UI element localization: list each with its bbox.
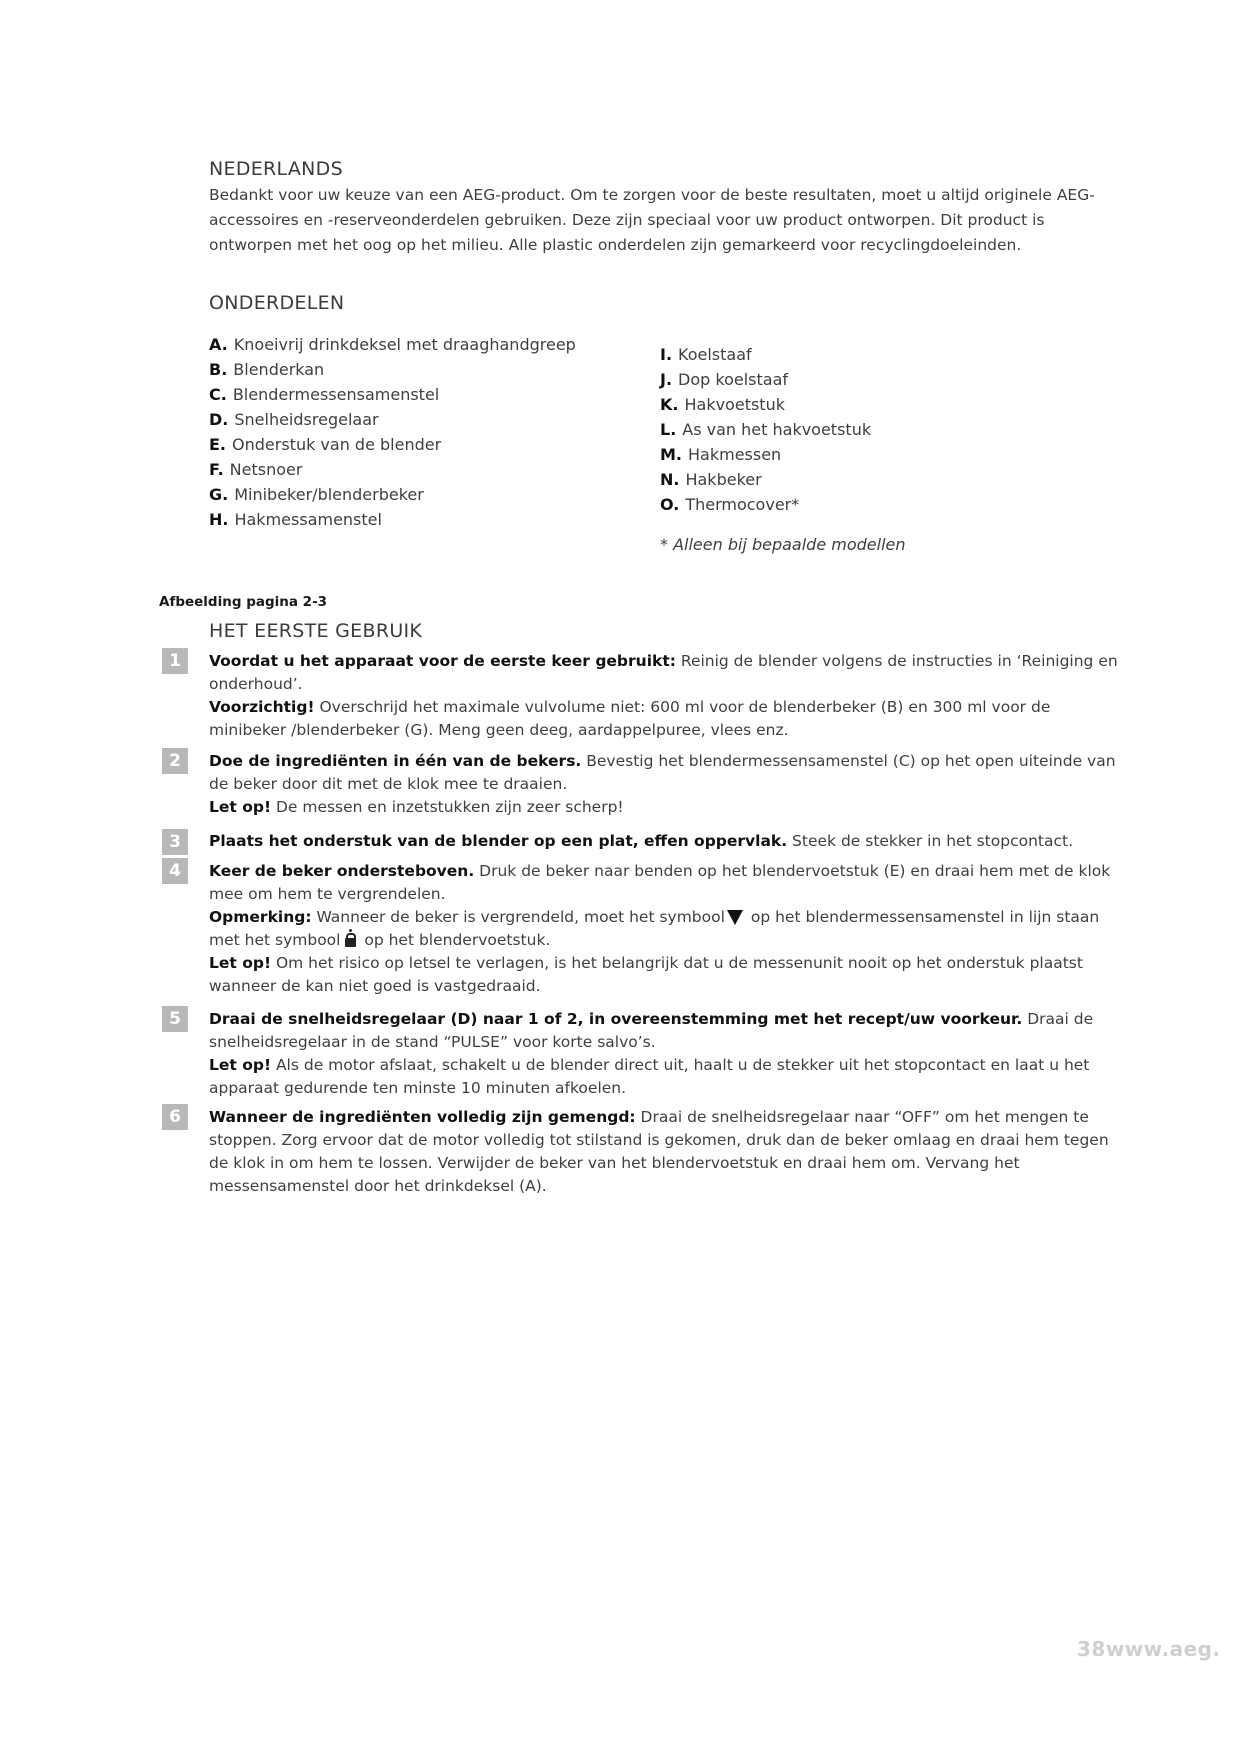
list-item: L. As van het hakvoetstuk — [660, 420, 872, 439]
list-item: G. Minibeker/blenderbeker — [209, 485, 424, 504]
list-item: D. Snelheidsregelaar — [209, 410, 379, 429]
list-item: J. Dop koelstaaf — [660, 370, 789, 389]
step-number-badge: 2 — [162, 748, 188, 774]
step-3-text: Plaats het onderstuk van de blender op een plat, effen oppervlak. Steek de stekker in het stopcontact. — [209, 832, 1073, 850]
step-6-text: Wanneer de ingrediënten volledig zijn gemengd: Draai de snelheidsregelaar naar “OFF” om het mengen te stoppen. Zorg ervoor dat de motor volledig tot stilstand is gekomen, druk dan de beker omlaag en draai hem tegen de klok in om hem te lossen. Verwijder de beker van het blendervoetstuk en draai hem om. Vervang het messensamenstel door het drinkdeksel (A). — [209, 1108, 1109, 1195]
step-1-text: Voordat u het apparaat voor de eerste keer gebruikt: Reinig de blender volgens de instructies in ‘Reiniging en onderhoud’. Voorzichtig! Overschrijd het maximale vulvolume niet: 600 ml voor de blenderbeker (B) en 300 ml voor de minibeker /blenderbeker (G). Meng geen deeg, aardappelpuree, vlees enz. — [209, 652, 1118, 739]
step-number-badge: 1 — [162, 648, 188, 674]
parts-list-right — [660, 342, 871, 517]
list-item: C. Blendermessensamenstel — [209, 385, 440, 404]
list-item: I. Koelstaaf — [660, 345, 752, 364]
list-item: F. Netsnoer — [209, 460, 303, 479]
step-5-text: Draai de snelheidsregelaar (D) naar 1 of 2, in overeenstemming met het recept/uw voorkeur. Draai de snelheidsregelaar in de stand “PULSE” voor korte salvo’s. Let op! Als de motor afslaat, schakelt u de blender direct uit, haalt u de stekker uit het stopcontact en laat u het apparaat gedurende ten minste 10 minuten afkoelen. — [209, 1010, 1094, 1097]
section-title-nederlands: NEDERLANDS — [209, 158, 343, 180]
section-title-eerste-gebruik: HET EERSTE GEBRUIK — [209, 620, 423, 642]
step-2-text: Doe de ingrediënten in één van de bekers. Bevestig het blendermessensamenstel (C) op het open uiteinde van de beker door dit met de klok mee te draaien. Let op! De messen en inzetstukken zijn zeer scherp! — [209, 752, 1116, 816]
step-number-badge: 5 — [162, 1006, 188, 1032]
parts-footnote: * Alleen bij bepaalde modellen — [660, 535, 906, 554]
list-item: O. Thermocover* — [660, 495, 800, 514]
triangle-symbol-icon — [727, 910, 743, 925]
list-item: N. Hakbeker — [660, 470, 762, 489]
lock-symbol-icon — [345, 929, 356, 947]
figure-caption: Afbeelding pagina 2-3 — [159, 594, 328, 610]
page-number-watermark: 38www.aeg. — [1077, 1637, 1221, 1661]
list-item: B. Blenderkan — [209, 360, 325, 379]
list-item: H. Hakmessamenstel — [209, 510, 382, 529]
intro-paragraph: Bedankt voor uw keuze van een AEG-product. Om te zorgen voor de beste resultaten, moet u altijd originele AEG-accessoires en -reserveonderdelen gebruiken. Deze zijn speciaal voor uw product ontworpen. Dit product is ontworpen met het oog op het milieu. Alle plastic onderdelen zijn gemarkeerd voor recyclingdoeleinden. — [209, 186, 1095, 254]
list-item: K. Hakvoetstuk — [660, 395, 785, 414]
step-number-badge: 6 — [162, 1104, 188, 1130]
step-number-badge: 3 — [162, 829, 188, 855]
section-title-onderdelen: ONDERDELEN — [209, 292, 345, 314]
list-item: M. Hakmessen — [660, 445, 782, 464]
parts-list-left — [209, 332, 576, 532]
step-number-badge: 4 — [162, 858, 188, 884]
step-4-text: Keer de beker ondersteboven. Druk de beker naar benden op het blendervoetstuk (E) en draai hem met de klok mee om hem te vergrendelen. Opmerking: Wanneer de beker is vergrendeld, moet het symbool op het blendermessensamenstel in lijn staan met het symbool op het blendervoetstuk. Let op! Om het risico op letsel te verlagen, is het belangrijk dat u de messenunit nooit op het onderstuk plaatst wanneer de kan niet goed is vastgedraaid. — [209, 862, 1111, 995]
list-item: E. Onderstuk van de blender — [209, 435, 442, 454]
list-item: A. Knoeivrij drinkdeksel met draaghandgreep — [209, 335, 576, 354]
